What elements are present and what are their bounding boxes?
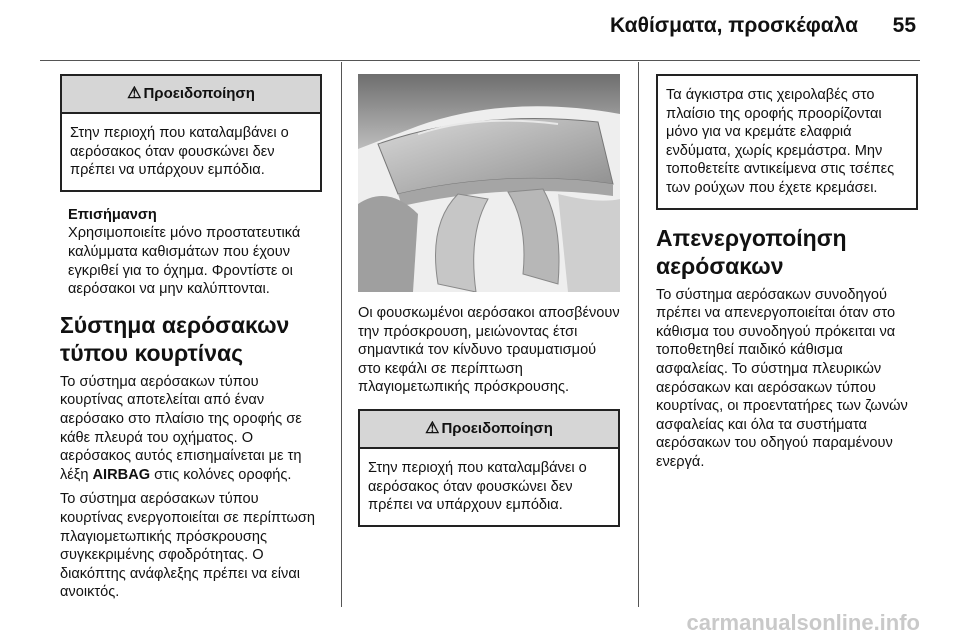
paragraph: Το σύστημα αερόσακων τύπου κουρτίνας ενεργοποιείται σε περίπτωση πλαγιομετωπικής πρόσκρουσης συγκεκριμένης σφοδρότητας. Ο διακόπτης ανάφλεξης πρέπει να είναι ανοικτός. [60, 491, 316, 601]
paragraph: Το σύστημα αερόσακων τύπου κουρτίνας αποτελείται από έναν αερόσακο στο πλαίσιο της οροφής σε κάθε πλευρά του οχήματος. Ο αερόσακος αυτός επισημαίνεται με τη λέξη AIRBAG στις κολόνες οροφής. [60, 373, 302, 483]
column-3 [656, 74, 918, 478]
page-number: 55 [892, 14, 916, 37]
header-title: Καθίσματα, προσκέφαλα [610, 14, 858, 37]
column-divider-2 [638, 62, 639, 607]
airbag-illustration [358, 74, 620, 292]
warning-body [360, 449, 618, 525]
warning-header [360, 411, 618, 449]
column-1 [60, 74, 322, 608]
warning-text: Στην περιοχή που καταλαμβάνει ο αερόσακος όταν φουσκώνει δεν πρέπει να υπάρχουν εμπόδια. [368, 459, 587, 514]
note-heading: Επισήμανση [68, 206, 157, 223]
section-title: Σύστημα αερόσακων τύπου κουρτίνας [60, 311, 290, 366]
warning-icon: ⚠ [425, 419, 440, 437]
header-rule [40, 60, 920, 61]
paragraph: Οι φουσκωμένοι αερόσακοι αποσβένουν την πρόσκρουση, μειώνοντας έτσι σημαντικά τον κίνδυνο τραυματισμού στο κεφάλι σε περίπτωση πλαγιομετωπικής πρόσκρουσης. [358, 305, 620, 396]
warning-label: Προειδοποίηση [143, 85, 255, 102]
warning-box [60, 74, 322, 192]
warning-body [62, 114, 320, 190]
note-text: Χρησιμοποιείτε μόνο προστατευτικά καλύμματα καθισμάτων που έχουν εγκριθεί για το όχημα. Φροντίστε οι αερόσακοι να μην καλύπτονται. [68, 225, 301, 298]
warning-icon: ⚠ [127, 85, 142, 102]
info-body [658, 76, 916, 208]
column-2 [358, 74, 620, 541]
warning-header [62, 76, 320, 114]
warning-box [358, 409, 620, 527]
warning-text: Στην περιοχή που καταλαμβάνει ο αερόσακος όταν φουσκώνει δεν πρέπει να υπάρχουν εμπόδια. [70, 125, 289, 179]
section-title: Απενεργοποίηση αερόσακων [656, 224, 847, 279]
column-divider-1 [341, 62, 342, 607]
watermark: carmanualsonline.info [686, 610, 920, 635]
airbag-label: AIRBAG [92, 466, 151, 483]
info-text: Τα άγκιστρα στις χειρολαβές στο πλαίσιο της οροφής προορίζονται μόνο για να κρεμάτε ελαφριά ενδύματα, χωρίς κρεμάστρα. Μην τοποθετείτε αντικείμενα στις τσέπες των ρούχων που έχετε κρεμάσει. [666, 87, 895, 196]
info-box [656, 74, 918, 210]
warning-label: Προειδοποίηση [441, 419, 553, 437]
paragraph: Το σύστημα αερόσακων συνοδηγού πρέπει να απενεργοποιείται όταν στο κάθισμα του συνοδηγού πρόκειται να τοποθετηθεί παιδικό κάθισμα ασφαλείας. Το σύστημα πλευρικών αερόσακων και αερόσακων τύπου κουρτίνας, οι προεντατήρες των ζωνών ασφαλείας και όλα τα συστήματα αερόσακων του οδηγού παραμένουν ενεργά. [656, 286, 908, 470]
